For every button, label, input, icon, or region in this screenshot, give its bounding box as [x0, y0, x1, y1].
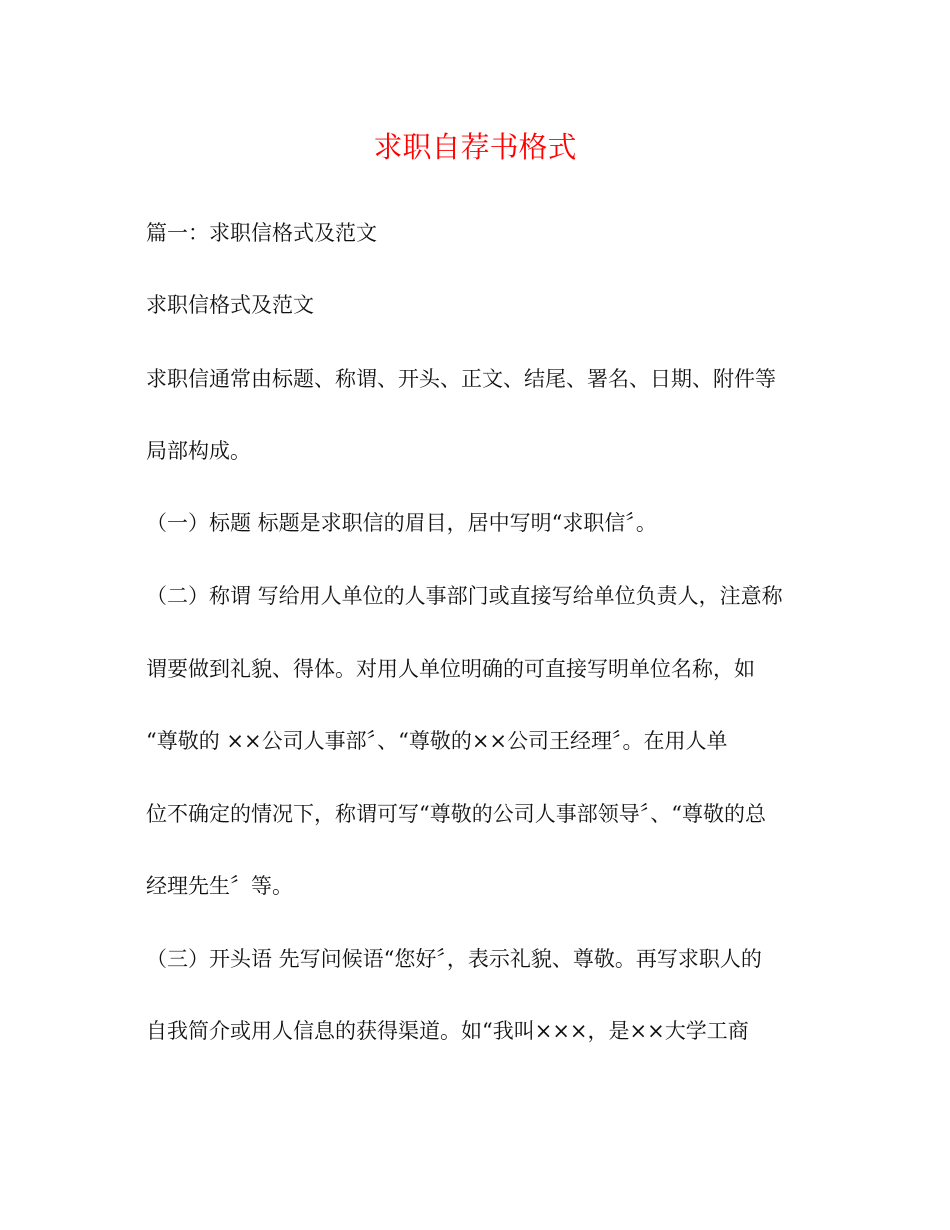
paragraph-line: （三）开头语 先写问候语“您好〞，表示礼貌、尊敬。再写求职人的 — [146, 947, 762, 971]
paragraph-line: 谓要做到礼貌、得体。对用人单位明确的可直接写明单位名称，如 — [146, 657, 755, 681]
paragraph-line: （二）称谓 写给用人单位的人事部门或直接写给单位负责人，注意称 — [146, 584, 783, 608]
paragraph-line: 位不确定的情况下，称谓可写“尊敬的公司人事部领导〞、“尊敬的总 — [146, 802, 766, 826]
paragraph-line: （一）标题 标题是求职信的眉目，居中写明“求职信〞。 — [146, 511, 657, 535]
paragraph-line: 经理先生〞等。 — [146, 874, 293, 898]
paragraph-line: 局部构成。 — [146, 439, 251, 463]
section-heading: 篇一：求职信格式及范文 — [146, 221, 377, 245]
subheading: 求职信格式及范文 — [146, 293, 314, 317]
document-title: 求职自荐书格式 — [373, 130, 577, 164]
paragraph-line: 自我简介或用人信息的获得渠道。如“我叫×××，是××大学工商 — [146, 1019, 749, 1043]
paragraph-line: “尊敬的 ××公司人事部〞、“尊敬的××公司王经理〞。在用人单 — [146, 729, 728, 753]
paragraph-line: 求职信通常由标题、称谓、开头、正文、结尾、署名、日期、附件等 — [146, 367, 776, 391]
